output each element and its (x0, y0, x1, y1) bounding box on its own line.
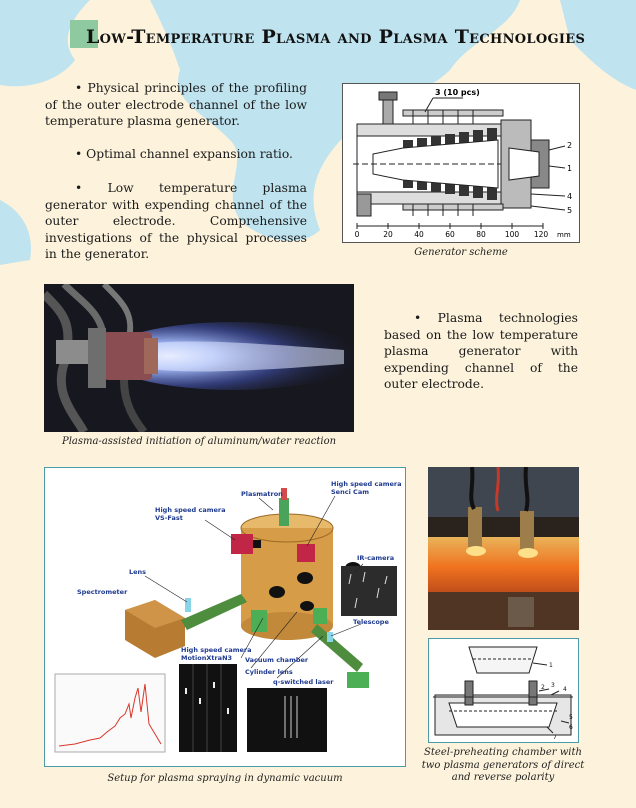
scale-tick-20: 20 (383, 230, 393, 239)
chamber-label-6: 6 (569, 724, 573, 731)
chamber-drawing (429, 639, 578, 742)
chamber-drawing-frame (428, 638, 579, 743)
scale-tick-0: 0 (354, 230, 360, 239)
label-lens: Lens (129, 568, 147, 576)
scale-tick-60: 60 (445, 230, 455, 239)
label-senci-camera-2: Senci Cam (331, 488, 369, 496)
label-motionxtra-camera-2: MotionXtraN3 (181, 654, 233, 662)
scheme-caption: Generator scheme (414, 247, 508, 258)
chamber-label-4: 4 (563, 686, 567, 693)
scheme-callout-1: 1 (567, 164, 573, 173)
setup-frame (44, 467, 406, 767)
photo-caption: Plasma-assisted initiation of aluminum/water reaction (61, 436, 337, 447)
plasma-photo (44, 284, 354, 432)
scale-tick-40: 40 (414, 230, 424, 239)
label-telescope: Telescope (353, 618, 389, 626)
label-vs-camera-1: High speed camera (155, 506, 226, 514)
scheme-label-top: 3 (10 pcs) (435, 88, 480, 97)
label-vs-camera-2: VS-Fast (155, 514, 183, 522)
scheme-callout-2: 2 (567, 141, 573, 150)
label-plasmatron: Plasmatron (241, 490, 283, 498)
chamber-caption: Steel-preheating chamber with two plasma generators of direct and reverse polarity (421, 747, 585, 783)
setup-drawing (45, 468, 405, 766)
page-title: Low-Temperature Plasma and Plasma Technologies (86, 26, 586, 48)
scale-unit: mm (557, 231, 571, 239)
label-ir-camera: IR-camera (357, 554, 395, 562)
chamber-label-1: 1 (549, 662, 553, 669)
chamber-label-3: 3 (551, 682, 555, 689)
scale-tick-80: 80 (476, 230, 486, 239)
label-cylinder-lens: Cylinder lens (245, 668, 293, 676)
scheme-callout-5: 5 (567, 206, 573, 215)
paragraph-technologies: • Plasma technologies based on the low temperature plasma generator with expending channel of the outer electrode. (384, 311, 578, 391)
label-senci-camera-1: High speed camera (331, 480, 402, 488)
label-spectrometer: Spectrometer (77, 588, 128, 596)
setup-caption: Setup for plasma spraying in dynamic vacuum (107, 773, 343, 784)
scheme-callout-4: 4 (567, 192, 573, 201)
label-laser: q-switched laser (273, 678, 334, 686)
chamber-label-5: 5 (569, 714, 573, 721)
scale-tick-100: 100 (504, 230, 520, 239)
paragraph-generator: • Low temperature plasma generator with expending channel of the outer electrode. Comprehensive investigations of the physical processes in the generator. (45, 181, 307, 261)
label-motionxtra-camera-1: High speed camera (181, 646, 252, 654)
chamber-label-7: 7 (553, 734, 557, 741)
paragraph-expansion: • Optimal channel expansion ratio. (75, 147, 293, 161)
label-vacuum-chamber: Vacuum chamber (245, 656, 309, 664)
chamber-photo (428, 467, 579, 630)
generator-scheme-drawing (343, 84, 579, 242)
generator-scheme-frame (342, 83, 580, 243)
paragraph-profiling: • Physical principles of the profiling of the outer electrode channel of the low temperature plasma generator. (45, 81, 307, 128)
chamber-label-2: 2 (541, 684, 545, 691)
scale-tick-120: 120 (533, 230, 549, 239)
